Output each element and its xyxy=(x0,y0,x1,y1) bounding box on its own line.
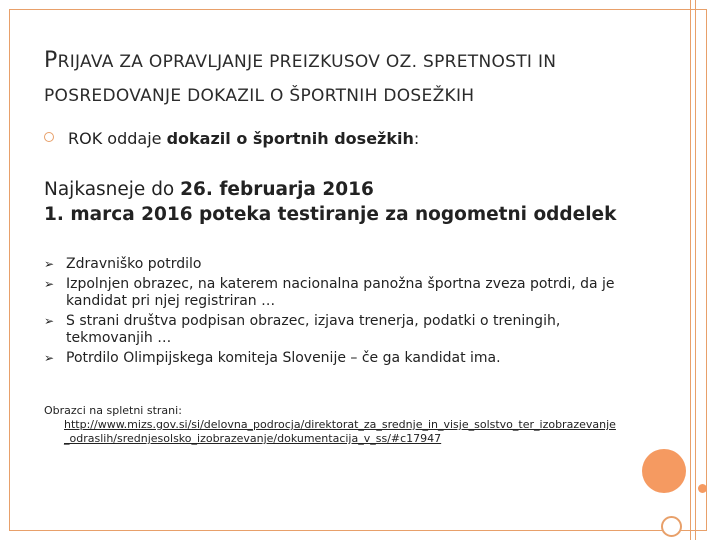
deadline-date: 26. februarja 2016 xyxy=(180,179,374,200)
list-item-text: S strani društva podpisan obrazec, izjava trenerja, podatki o treningih, tekmovanjih … xyxy=(66,313,561,346)
deadline-prefix: Najkasneje do xyxy=(44,179,181,200)
list-item xyxy=(44,256,634,273)
decorative-circle-small xyxy=(698,484,707,493)
arrow-bullet-icon: ➢ xyxy=(44,314,55,328)
deadline-bullet xyxy=(44,129,419,148)
decorative-circle-ring xyxy=(661,516,682,537)
bullet-bold: dokazil o športnih dosežkih xyxy=(166,129,414,148)
arrow-bullet-icon: ➢ xyxy=(44,257,55,271)
bullet-suffix: : xyxy=(413,129,420,148)
arrow-bullet-icon: ➢ xyxy=(44,277,55,291)
list-item xyxy=(44,350,634,367)
deadline-line-2 xyxy=(44,202,616,227)
arrow-bullet-icon: ➢ xyxy=(44,351,55,365)
title-line-1: PRIJAVA ZA OPRAVLJANJE PREIZKUSOV OZ. SPRETNOSTI IN xyxy=(44,48,557,73)
title-line-2: POSREDOVANJE DOKAZIL O ŠPORTNIH DOSEŽKIH xyxy=(44,86,475,106)
decorative-vertical-line xyxy=(690,0,696,540)
list-item xyxy=(44,313,634,347)
testing-date: 1. marca 2016 poteka testiranje za nogometni oddelek xyxy=(44,204,617,225)
list-item-text: Zdravniško potrdilo xyxy=(66,256,202,272)
bullet-prefix: ROK oddaje xyxy=(68,129,167,148)
decorative-circle-large xyxy=(642,449,686,493)
slide-title xyxy=(44,44,674,113)
forms-link[interactable]: http://www.mizs.gov.si/si/delovna_podrocja/direktorat_za_srednje_in_visje_solstvo_ter_izobrazevanje_odraslih/srednjesolsko_izobrazevanje/dokumentacija_v_ss/#c17947 xyxy=(64,418,616,445)
list-item-text: Izpolnjen obrazec, na katerem nacionalna panožna športna zveza potrdi, da je kandidat pri njej registriran … xyxy=(66,276,615,309)
circle-bullet-icon xyxy=(44,132,54,142)
requirements-list xyxy=(44,256,634,370)
list-item xyxy=(44,276,634,310)
list-item-text: Potrdilo Olimpijskega komiteja Slovenije – če ga kandidat ima. xyxy=(66,350,501,366)
forms-label: Obrazci na spletni strani: xyxy=(44,404,182,417)
deadline-line-1 xyxy=(44,177,616,202)
deadline-text xyxy=(44,177,616,227)
